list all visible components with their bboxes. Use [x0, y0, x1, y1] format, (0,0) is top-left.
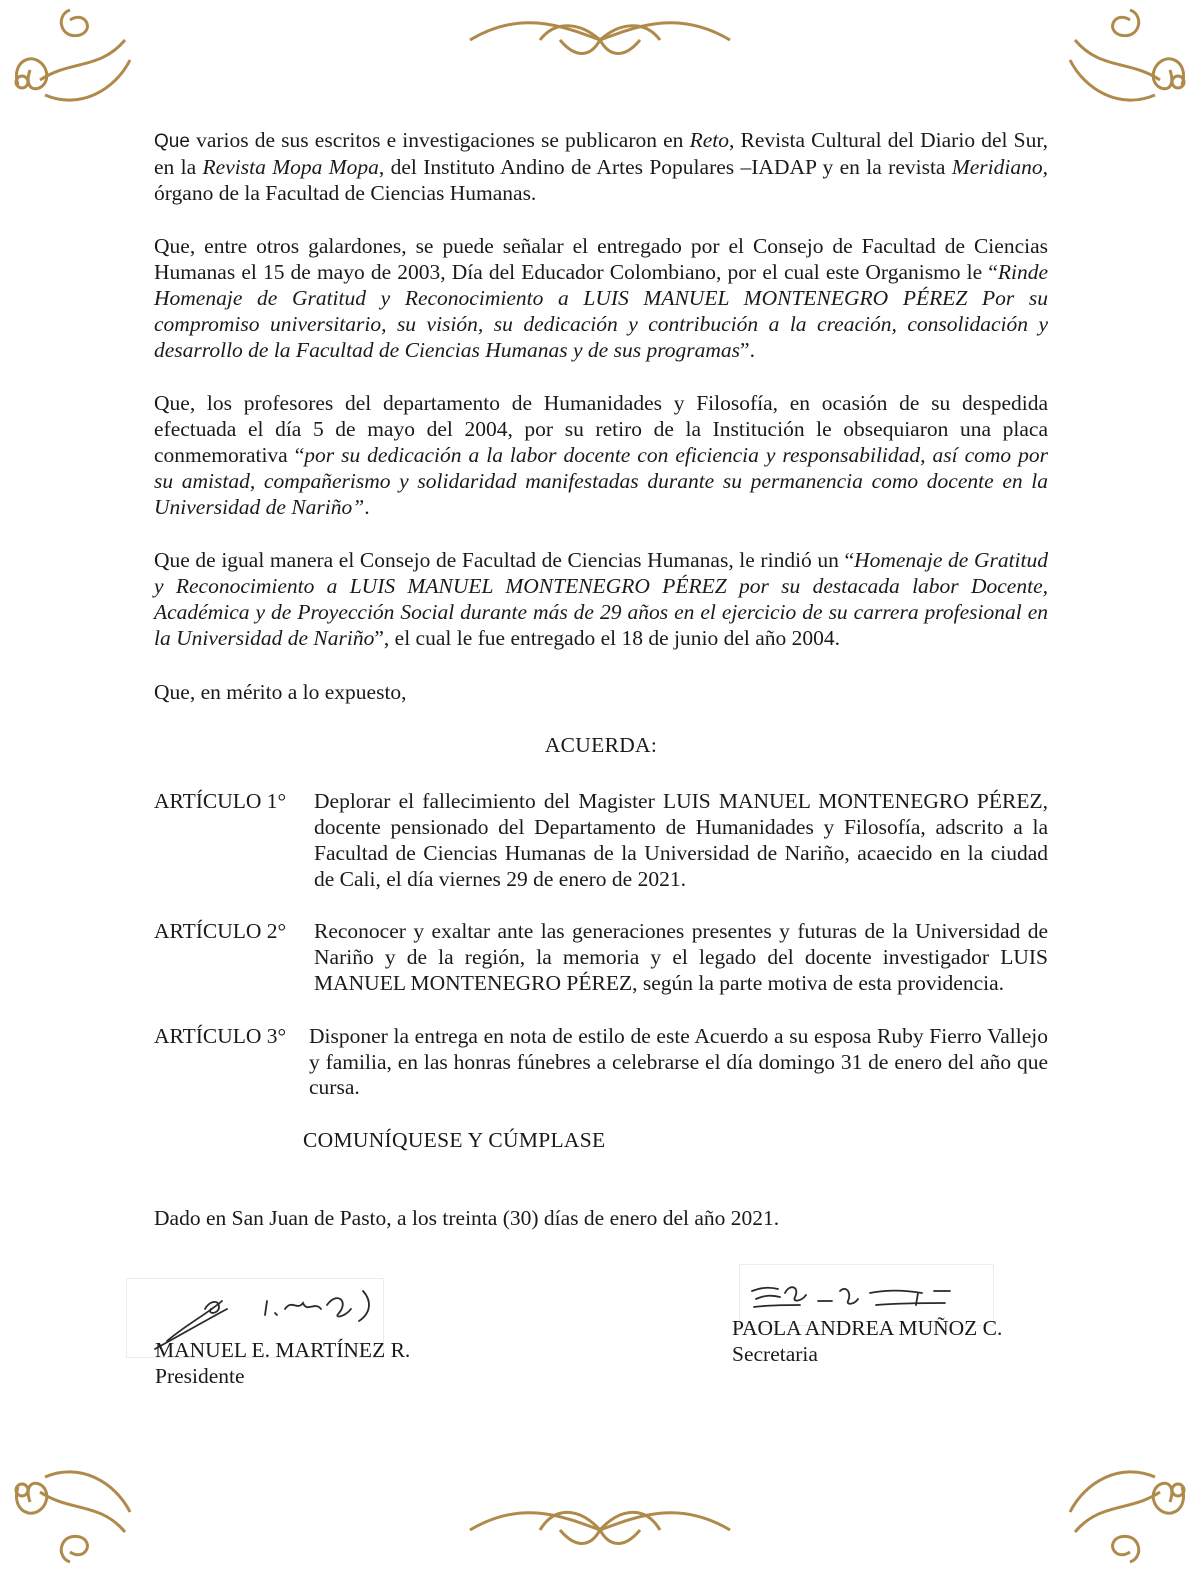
italic-run: Reto, — [689, 128, 735, 152]
text-run: órgano de la Facultad de Ciencias Humanas. — [154, 180, 537, 205]
italic-run: Homenaje de Gratitud y Reconocimiento a LUIS MANUEL MONTENEGRO PÉREZ por su destacada labor Docente, Académica y de Proyección Social durante más de 29 años en el ejercicio de su carrera profesional en la Universidad de Nariño — [154, 548, 1049, 650]
closing-formula: COMUNÍQUESE Y CÚMPLASE — [303, 1128, 606, 1153]
paragraph-homenaje-2004 — [154, 548, 1048, 651]
article-label: ARTÍCULO 3° — [154, 1023, 287, 1048]
text-run: varios de sus escritos e investigaciones se publicaron en — [189, 128, 690, 152]
signature-image-box — [732, 1264, 1003, 1366]
signature-block-president — [126, 1278, 411, 1388]
text-run: Revista Cultural del Diario del Sur, en la — [154, 128, 1049, 179]
paragraph-placa-2004 — [154, 391, 1048, 520]
article-2 — [154, 919, 1048, 996]
article-label: ARTÍCULO 2° — [154, 919, 287, 944]
text-run: Que de igual manera el Consejo de Facultad de Ciencias Humanas, le rindió un “ — [154, 548, 855, 573]
italic-run: Revista Mopa Mopa — [202, 154, 379, 179]
paragraph-publications — [154, 128, 1048, 206]
text-run: ”. — [740, 337, 755, 362]
document-body — [154, 128, 1048, 1232]
text-run: . — [364, 494, 370, 519]
acuerda-heading: ACUERDA: — [544, 733, 658, 758]
italic-run: Rinde Homenaje de Gratitud y Reconocimiento a LUIS MANUEL MONTENEGRO PÉREZ Por su compromiso universitario, su visión, su dedicación y contribución a la creación, consolidación y desarrollo de la Facultad de Ciencias Humanas y de sus programas — [154, 260, 1048, 362]
signer-name: PAOLA ANDREA MUÑOZ C. — [732, 1316, 1003, 1340]
signer-title: Secretaria — [732, 1342, 818, 1366]
date-place-line: Dado en San Juan de Pasto, a los treinta (30) días de enero del año 2021. — [154, 1205, 780, 1230]
article-label: ARTÍCULO 1° — [154, 789, 287, 814]
article-3 — [154, 1024, 1048, 1101]
italic-run: por su dedicación a la labor docente con eficiencia y responsabilidad, así como por su amistad, compañerismo y solidaridad manifestadas durante su permanencia como docente en la Universidad de Nariño” — [154, 442, 1048, 519]
article-text: Disponer la entrega en nota de estilo de este Acuerdo a su esposa Ruby Fierro Vallejo y familia, en las honras fúnebres a celebrarse el día domingo 31 de enero del año que cursa. — [309, 1023, 1048, 1100]
article-text: Deplorar el fallecimiento del Magister LUIS MANUEL MONTENEGRO PÉREZ, docente pensionado del Departamento de Humanidades y Filosofía, adscrito a la Facultad de Ciencias Humanas de la Universidad de Nariño, acaecido en la ciudad de Cali, el día viernes 29 de enero de 2021. — [314, 789, 1048, 891]
text-run: ”, el cual le fue entregado el 18 de junio del año 2004. — [374, 625, 841, 650]
text-run: Que, entre otros galardones, se puede señalar el entregado por el Consejo de Facultad de Ciencias Humanas el 15 de mayo de 2003, Día del Educador Colombiano, por el cual este Organismo le “ — [154, 234, 1048, 285]
paragraph-merito: Que, en mérito a lo expuesto, — [154, 679, 407, 704]
article-1 — [154, 789, 1048, 892]
signature-block-secretary — [732, 1278, 1003, 1366]
text-run: , del Instituto Andino de Artes Populares –IADAP y en la revista — [378, 154, 952, 179]
paragraph-award-2003 — [154, 234, 1048, 363]
signer-name: MANUEL E. MARTÍNEZ R. — [155, 1338, 411, 1362]
article-text: Reconocer y exaltar ante las generaciones presentes y futuras de la Universidad de Nariño y de la región, la memoria y el legado del docente investigador LUIS MANUEL MONTENEGRO PÉREZ, según la parte motiva de esta providencia. — [314, 919, 1048, 995]
signer-title: Presidente — [155, 1364, 245, 1388]
signature-image-box — [126, 1278, 411, 1388]
text-run: Que, los profesores del departamento de Humanidades y Filosofía, en ocasión de su despedida efectuada el día 5 de mayo del 2004, por su retiro de la Institución le obsequiaron una placa conmemorativa “ — [154, 391, 1048, 467]
italic-run: Meridiano, — [951, 154, 1048, 179]
lead-word: Que — [154, 131, 190, 152]
